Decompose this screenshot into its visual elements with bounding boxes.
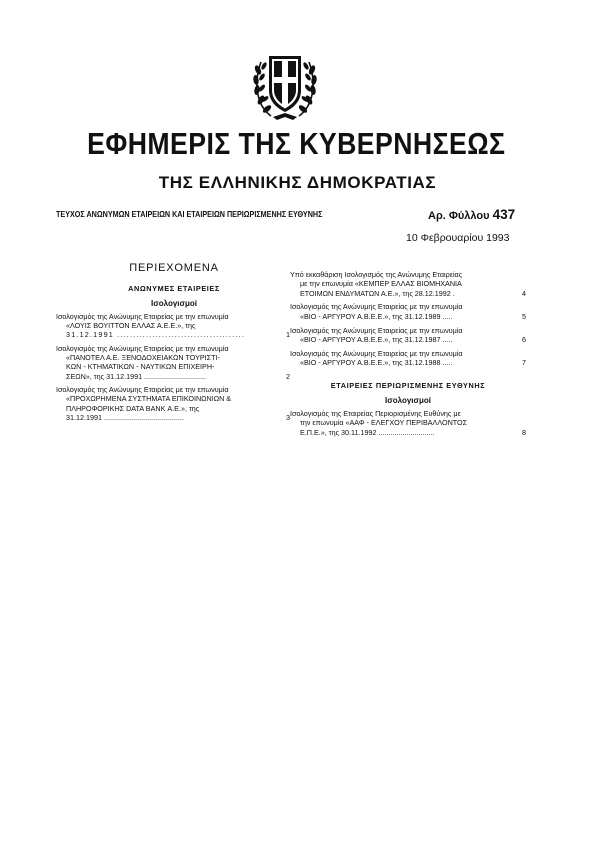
entry-line: ΕΤΟΙΜΩΝ ΕΝΔΥΜΑΤΩΝ Α.Ε.», της 28.12.1992 .: [300, 288, 455, 298]
entry-line: ΣΕΩΝ», της 31.12.1991 ...............................: [66, 371, 206, 381]
contents-entry[interactable]: [290, 302, 526, 321]
entry-line: «ΠΑΝΟΤΕΛ Α.Ε. ΞΕΝΟΔΟΧΕΙΑΚΩΝ ΤΟΥΡΙΣΤΙ-: [66, 353, 220, 363]
subsection-heading-balances: Ισολογισμοί: [151, 298, 197, 308]
entry-page-number: 7: [522, 358, 526, 368]
entry-line: Ισολογισμός της Ανώνυμης Εταιρείας με την επωνυμία: [56, 384, 229, 394]
entry-line: ΚΩΝ - ΚΤΗΜΑΤΙΚΩΝ - ΝΑΥΤΙΚΩΝ ΕΠΙΧΕΙΡΗ-: [66, 362, 215, 372]
entry-line: Ισολογισμός της Ανώνυμης Εταιρείας με την επωνυμία: [290, 348, 463, 358]
section-heading-sa: ΑΝΩΝΥΜΕΣ ΕΤΑΙΡΕΙΕΣ: [128, 284, 220, 294]
entry-line: Ισολογισμός της Ανώνυμης Εταιρείας με την επωνυμία: [56, 343, 229, 353]
sheet-number-value: 437: [492, 207, 516, 222]
issue-date: 10 Φεβρουαρίου 1993: [406, 232, 510, 244]
entry-line: «ΒΙΟ - ΑΡΓΥΡΟΥ Α.Β.Ε.Ε.», της 31.12.1988 .....: [300, 358, 453, 368]
entry-page-number: 2: [286, 371, 290, 381]
coat-of-arms-icon: [251, 44, 319, 122]
contents-entry[interactable]: [290, 349, 526, 368]
contents-entry[interactable]: [290, 270, 526, 298]
sheet-number: [428, 207, 515, 222]
entry-line: Ε.Π.Ε.», της 30.11.1992 ............................: [300, 427, 435, 437]
entry-line: Ισολογισμός της Ανώνυμης Εταιρείας με την επωνυμία: [56, 311, 229, 321]
entry-page-number: 4: [522, 288, 526, 298]
contents-entry[interactable]: [56, 312, 292, 340]
entry-line: Ισολογισμός της Ανώνυμης Εταιρείας με την επωνυμία: [290, 325, 463, 335]
section-heading-llc: ΕΤΑΙΡΕΙΕΣ ΠΕΡΙΩΡΙΣΜΕΝΗΣ ΕΥΘΥΝΗΣ: [330, 381, 486, 391]
contents-left-column: [56, 264, 292, 426]
entry-page-number: 1: [286, 330, 290, 340]
entry-page-number: 5: [522, 311, 526, 321]
entry-line: την επωνυμία «ΑΑΦ - ΕΛΕΓΧΟΥ ΠΕΡΙΒΑΛΛΟΝΤΟΣ: [300, 418, 468, 428]
contents-entry[interactable]: [290, 326, 526, 345]
entry-line: με την επωνυμία «ΚΕΜΠΕΡ ΕΛΛΑΣ ΒΙΟΜΗΧΑΝΙΑ: [300, 279, 462, 289]
contents-entry[interactable]: [290, 409, 526, 437]
gazette-subtitle: ΤΗΣ ΕΛΛΗΝΙΚΗΣ ΔΗΜΟΚΡΑΤΙΑΣ: [158, 173, 437, 192]
sheet-number-label: Αρ. Φύλλου: [428, 210, 490, 222]
entry-line: Υπό εκκαθάριση Ισολογισμός της Ανώνυμης Εταιρείας: [290, 270, 463, 279]
entry-line: 31.12.1991 ........................................: [66, 412, 184, 422]
entry-line: Ισολογισμός της Εταιρείας Περιορισμένης Ευθύνης με: [290, 409, 461, 419]
entry-line: «ΛΟΥΙΣ ΒΟΥΙΤΤΟΝ ΕΛΛΑΣ Α.Ε.Ε.», της: [66, 321, 196, 331]
issue-type-text: ΤΕΥΧΟΣ ΑΝΩΝΥΜΩΝ ΕΤΑΙΡΕΙΩΝ ΚΑΙ ΕΤΑΙΡΕΙΩΝ ΠΕΡΙΩΡΙΣΜΕΝΗΣ ΕΥΘΥΝΗΣ: [56, 209, 323, 219]
entry-line: «ΠΡΟΧΩΡΗΜΕΝΑ ΣΥΣΤΗΜΑΤΑ ΕΠΙΚΟΙΝΩΝΙΩΝ &: [66, 394, 232, 404]
entry-line: «ΒΙΟ - ΑΡΓΥΡΟΥ Α.Β.Ε.Ε.», της 31.12.1987 .....: [300, 334, 453, 344]
entry-page-number: 8: [522, 427, 526, 437]
entry-line: 31.12.1991 ........................................: [66, 330, 246, 340]
entry-page-number: 6: [522, 334, 526, 344]
entry-page-number: 3: [286, 412, 290, 422]
subsection-heading-balances: Ισολογισμοί: [385, 395, 431, 405]
entry-line: Ισολογισμός της Ανώνυμης Εταιρείας με την επωνυμία: [290, 302, 463, 312]
entry-line: ΠΛΗΡΟΦΟΡΙΚΗΣ DATA BANK Α.Ε.», της: [66, 403, 200, 413]
contents-right-column: [290, 270, 526, 442]
contents-entry[interactable]: [56, 385, 292, 422]
contents-heading: ΠΕΡΙΕΧΟΜΕΝΑ: [129, 262, 219, 274]
contents-entry[interactable]: [56, 344, 292, 381]
entry-line: «ΒΙΟ - ΑΡΓΥΡΟΥ Α.Β.Ε.Ε.», της 31.12.1989 .....: [300, 311, 453, 321]
gazette-title: ΕΦΗΜΕΡΙΣ ΤΗΣ ΚΥΒΕΡΝΗΣΕΩΣ: [87, 126, 506, 161]
